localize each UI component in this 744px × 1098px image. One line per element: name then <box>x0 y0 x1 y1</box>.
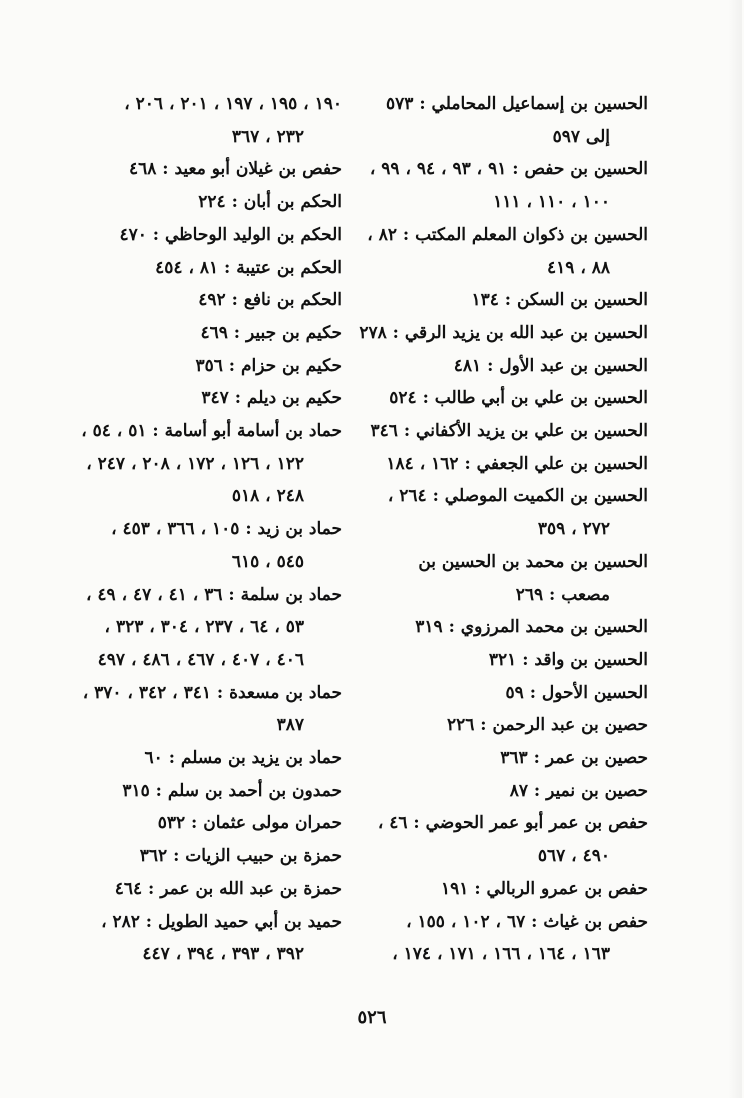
index-entry: الحسين بن علي بن يزيد الأكفاني : ٣٤٦ <box>370 421 648 442</box>
index-entry: الحسين بن الكميت الموصلي : ٢٦٤ ، <box>387 486 648 507</box>
index-entry: الحكم بن عتيبة : ٨١ ، ٤٥٤ <box>155 257 342 278</box>
index-entry-continuation: ١٢٢ ، ١٢٦ ، ١٧٢ ، ٢٠٨ ، ٢٤٧ ، <box>86 453 304 474</box>
index-entry: حماد بن يزيد بن مسلم : ٦٠ <box>144 748 342 769</box>
index-entry-continuation: ٣٩٢ ، ٣٩٣ ، ٣٩٤ ، ٤٤٧ <box>142 944 304 965</box>
index-entry-continuation: ٢٧٢ ، ٣٥٩ <box>537 519 610 540</box>
index-entry-continuation: ٨٨ ، ٤١٩ <box>547 257 610 278</box>
index-entry: الحسين بن عبد الله بن يزيد الرقي : ٢٧٨ <box>359 322 648 343</box>
index-entry-continuation: مصعب : ٢٦٩ <box>515 584 610 605</box>
index-entry: الحكم بن نافع : ٤٩٢ <box>198 290 342 311</box>
index-entry: الحكم بن أبان : ٢٢٤ <box>198 192 342 213</box>
index-entry: حماد بن مسعدة : ٣٤١ ، ٣٤٢ ، ٣٧٠ ، <box>82 682 342 703</box>
index-entry: حكيم بن جبير : ٤٦٩ <box>200 322 342 343</box>
index-entry-continuation: ١٦٣ ، ١٦٤ ، ١٦٦ ، ١٧١ ، ١٧٤ ، <box>392 944 610 965</box>
index-entry: حمران مولى عثمان : ٥٣٢ <box>157 813 342 834</box>
index-entry: الحسين بن حفص : ٩١ ، ٩٣ ، ٩٤ ، ٩٩ ، <box>369 159 648 180</box>
index-entry-continuation: ٢٤٨ ، ٥١٨ <box>231 486 304 507</box>
index-entry: الحسين بن السكن : ١٣٤ <box>471 290 648 311</box>
index-entry: حكيم بن ديلم : ٣٤٧ <box>201 388 342 409</box>
index-entry: الحسين بن عبد الأول : ٤٨١ <box>453 355 648 376</box>
index-entry-continuation: ٤٩٠ ، ٥٦٧ <box>537 846 610 867</box>
index-entry: حماد بن زيد : ١٠٥ ، ٣٦٦ ، ٤٥٣ ، <box>111 519 342 540</box>
index-entry: حمزة بن حبيب الزيات : ٣٦٢ <box>139 846 342 867</box>
index-entry: حماد بن أسامة أبو أسامة : ٥١ ، ٥٤ ، <box>81 421 342 442</box>
index-entry: حفص بن عمرو الربالي : ١٩١ <box>441 878 648 899</box>
index-entry: حماد بن سلمة : ٣٦ ، ٤١ ، ٤٧ ، ٤٩ ، <box>86 584 342 605</box>
index-entry-continuation: ١٠٠ ، ١١٠ ، ١١١ <box>493 192 610 213</box>
index-entry: حفص بن غياث : ٦٧ ، ١٠٢ ، ١٥٥ ، <box>406 911 648 932</box>
index-entry-continuation: ٣٨٧ <box>276 715 304 736</box>
index-entry-continuation: ٤٠٦ ، ٤٠٧ ، ٤٦٧ ، ٤٨٦ ، ٤٩٧ <box>97 649 304 670</box>
index-entry-continuation: ١٩٠ ، ١٩٥ ، ١٩٧ ، ٢٠١ ، ٢٠٦ ، <box>124 94 342 114</box>
index-entry: حفص بن عمر أبو عمر الحوضي : ٤٦ ، <box>377 813 648 834</box>
index-entry: حمزة بن عبد الله بن عمر : ٤٦٤ <box>114 878 342 899</box>
index-entry: الحكم بن الوليد الوحاظي : ٤٧٠ <box>119 224 342 245</box>
index-entry: الحسين بن إسماعيل المحاملي : ٥٧٣ <box>386 94 648 114</box>
index-entry: الحسين بن ذكوان المعلم المكتب : ٨٢ ، <box>367 224 648 245</box>
left-index-column <box>42 88 342 971</box>
index-entry: حكيم بن حزام : ٣٥٦ <box>195 355 342 376</box>
index-entry: حميد بن أبي حميد الطويل : ٢٨٢ ، <box>101 911 342 932</box>
index-entry: الحسين بن علي الجعفي : ١٦٢ ، ١٨٤ <box>386 453 648 474</box>
index-entry: حمدون بن أحمد بن سلم : ٣١٥ <box>122 780 342 801</box>
right-index-column <box>358 88 648 971</box>
index-entry-continuation: ٥٣ ، ٦٤ ، ٢٣٧ ، ٣٠٤ ، ٣٢٣ ، <box>104 617 304 638</box>
index-entry-continuation: ٢٣٢ ، ٣٦٧ <box>231 126 304 147</box>
index-entry: حصين بن نمير : ٨٧ <box>509 780 648 801</box>
index-entry: حفص بن غيلان أبو معيد : ٤٦٨ <box>128 159 342 180</box>
index-entry: الحسين بن واقد : ٣٢١ <box>488 649 648 670</box>
page-number: ٥٢٦ <box>357 1007 387 1028</box>
index-entry: الحسين بن علي بن أبي طالب : ٥٢٤ <box>389 388 648 409</box>
index-entry: حصين بن عبد الرحمن : ٢٢٦ <box>446 715 648 736</box>
index-entry: الحسين الأحول : ٥٩ <box>505 682 648 703</box>
index-entry-continuation: إلى ٥٩٧ <box>552 126 610 147</box>
index-entry-continuation: ٥٤٥ ، ٦١٥ <box>231 551 304 572</box>
index-entry: الحسين بن محمد بن الحسين بن <box>418 551 648 572</box>
index-entry: حصين بن عمر : ٣٦٣ <box>500 748 648 769</box>
page-edge-shadow <box>728 0 742 1098</box>
index-entry: الحسين بن محمد المرزوي : ٣١٩ <box>415 617 648 638</box>
